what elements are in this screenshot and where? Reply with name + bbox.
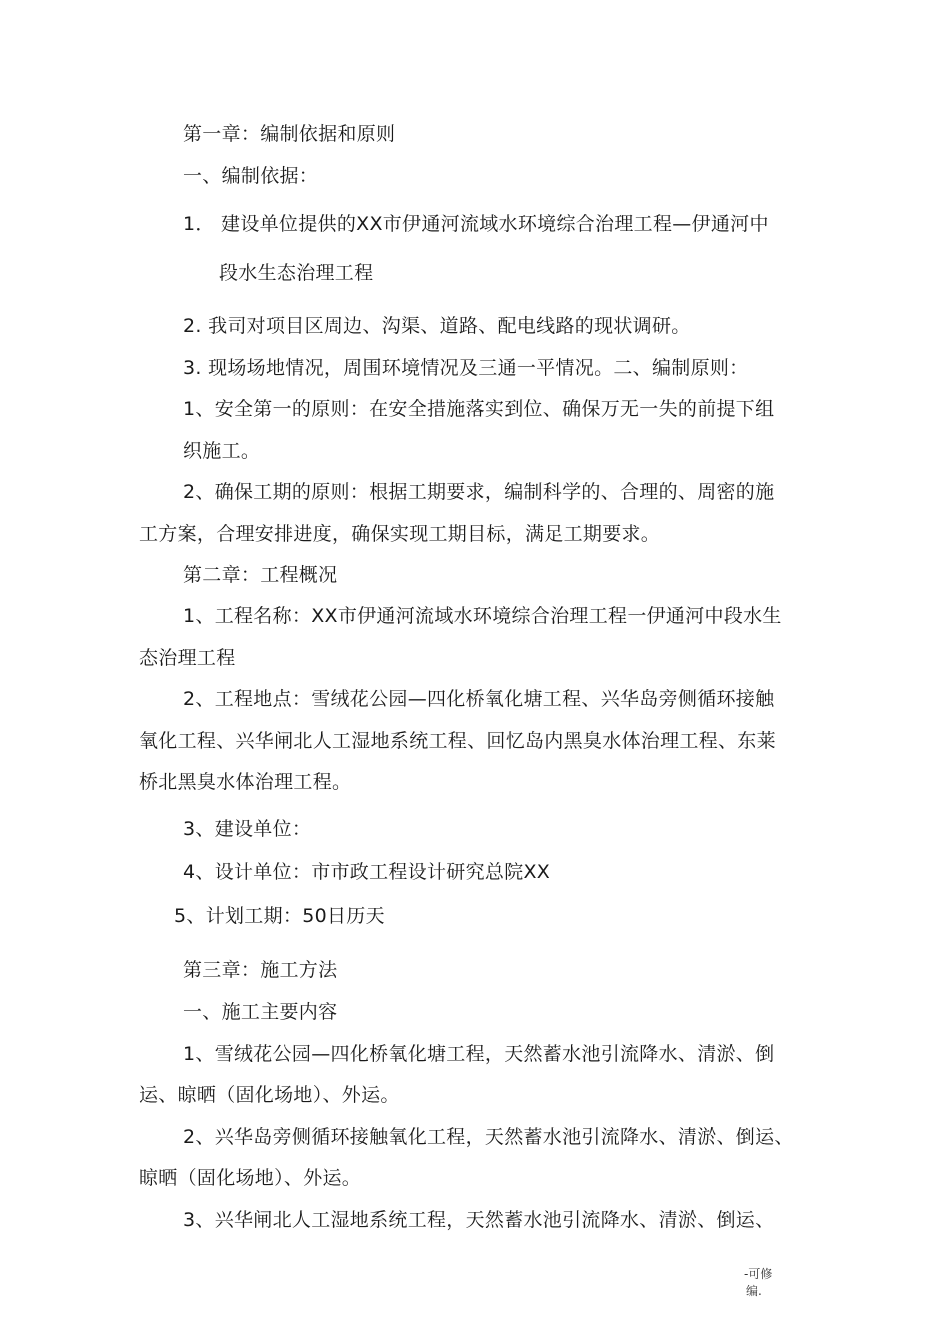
paragraph-line: 1、安全第一的原则：在安全措施落实到位、确保万无一失的前提下组 [183, 398, 775, 420]
paragraph-line: 3、建设单位： [183, 818, 312, 840]
paragraph-line: 工方案，合理安排进度，确保实现工期目标，满足工期要求。 [139, 523, 661, 545]
footer-note-line1: -可修 [744, 1267, 773, 1281]
paragraph-line: 织施工。 [183, 440, 261, 462]
paragraph-line: 2、确保工期的原则：根据工期要求，编制科学的、合理的、周密的施 [183, 481, 775, 503]
paragraph-line: 1． 建设单位提供的XX市伊通河流域水环境综合治理工程—伊通河中 [183, 213, 769, 235]
paragraph-line: 3. 现场场地情况，周围环境情况及三通一平情况。二、编制原则： [183, 357, 749, 379]
paragraph-line: 段水生态治理工程 [219, 262, 374, 284]
paragraph-line: 桥北黑臭水体治理工程。 [139, 771, 352, 793]
paragraph-line: 4、设计单位：市市政工程设计研究总院XX [183, 861, 551, 883]
paragraph-line: 氧化工程、兴华闸北人工湿地系统工程、回忆岛内黑臭水体治理工程、东莱 [139, 730, 776, 752]
paragraph-line: 1、雪绒花公园—四化桥氧化塘工程，天然蓄水池引流降水、清淤、倒 [183, 1043, 775, 1065]
paragraph-line: 态治理工程 [139, 647, 236, 669]
chapter-1-title: 第一章：编制依据和原则 [183, 123, 396, 145]
footer-note-line2: 编. [746, 1284, 762, 1298]
paragraph-line: 2、工程地点：雪绒花公园—四化桥氧化塘工程、兴华岛旁侧循环接触 [183, 688, 775, 710]
paragraph-line: 2. 我司对项目区周边、沟渠、道路、配电线路的现状调研。 [183, 315, 691, 337]
paragraph-line: 3、兴华闸北人工湿地系统工程，天然蓄水池引流降水、清淤、倒运、 [183, 1209, 775, 1231]
paragraph-line: 1、工程名称：XX市伊通河流域水环境综合治理工程一伊通河中段水生 [183, 605, 782, 627]
paragraph-line: 运、晾晒（固化场地）、外运。 [139, 1084, 400, 1106]
paragraph-line: 2、兴华岛旁侧循环接触氧化工程，天然蓄水池引流降水、清淤、倒运、 [183, 1126, 794, 1148]
chapter-2-title: 第二章：工程概况 [183, 564, 338, 586]
section-heading: 一、施工主要内容 [183, 1001, 338, 1023]
paragraph-line: 晾晒（固化场地）、外运。 [139, 1167, 362, 1189]
paragraph-line: 5、计划工期：50日历天 [174, 905, 385, 927]
chapter-3-title: 第三章：施工方法 [183, 959, 338, 981]
section-heading: 一、编制依据： [183, 165, 319, 187]
